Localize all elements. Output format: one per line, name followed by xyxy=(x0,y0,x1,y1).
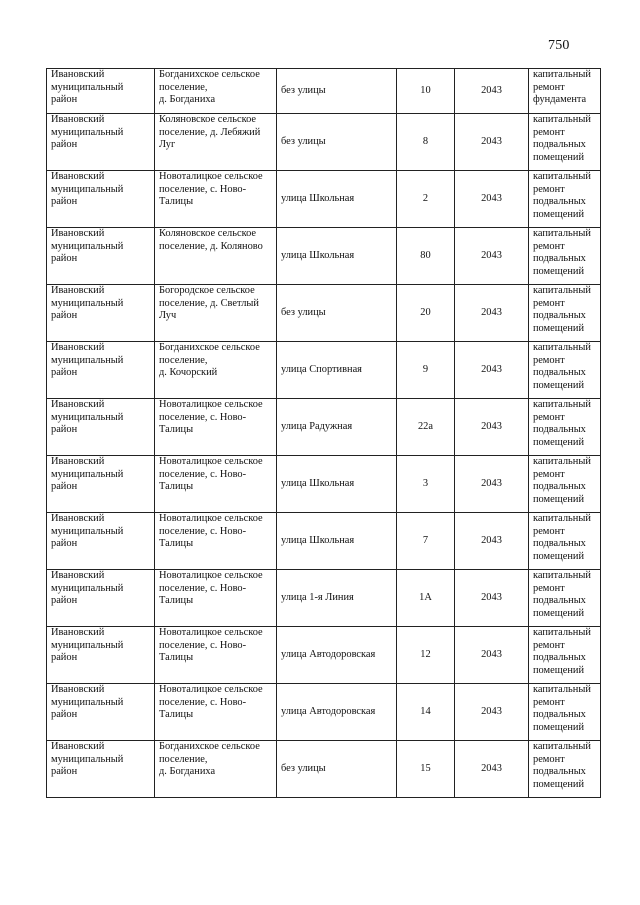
work-type-cell-text: капитальный ремонт подвальных помещений xyxy=(533,456,591,505)
house-number-cell xyxy=(397,684,455,741)
district-cell xyxy=(47,456,155,513)
district-cell-text: Ивановский муниципальный район xyxy=(51,684,124,721)
house-number-cell-text: 80 xyxy=(420,249,431,261)
table-row xyxy=(47,69,601,114)
settlement-cell xyxy=(155,285,277,342)
settlement-cell-text: Новоталицкое сельское поселение, с. Ново- Талицы xyxy=(159,627,263,664)
settlement-cell xyxy=(155,456,277,513)
repair-year-cell xyxy=(455,684,529,741)
street-cell-text: без улицы xyxy=(281,306,326,318)
settlement-cell-text: Богданихское сельское поселение, д. Кочорский xyxy=(159,342,260,379)
street-cell-text: без улицы xyxy=(281,762,326,774)
settlement-cell-text: Новоталицкое сельское поселение, с. Ново- Талицы xyxy=(159,171,263,208)
street-cell xyxy=(277,570,397,627)
district-cell-text: Ивановский муниципальный район xyxy=(51,570,124,607)
repair-year-cell xyxy=(455,741,529,798)
house-number-cell xyxy=(397,399,455,456)
district-cell xyxy=(47,285,155,342)
settlement-cell xyxy=(155,342,277,399)
house-number-cell xyxy=(397,741,455,798)
repair-year-cell-text: 2043 xyxy=(481,363,502,375)
work-type-cell-text: капитальный ремонт фундамента xyxy=(533,69,591,106)
street-cell-text: улица Школьная xyxy=(281,477,355,489)
work-type-cell-text: капитальный ремонт подвальных помещений xyxy=(533,684,591,733)
house-number-cell xyxy=(397,627,455,684)
work-type-cell-text: капитальный ремонт подвальных помещений xyxy=(533,570,591,619)
repair-year-cell xyxy=(455,285,529,342)
settlement-cell xyxy=(155,627,277,684)
district-cell xyxy=(47,513,155,570)
house-number-cell-text: 22а xyxy=(417,420,433,432)
house-number-cell-text: 8 xyxy=(422,135,429,147)
district-cell-text: Ивановский муниципальный район xyxy=(51,342,124,379)
district-cell-text: Ивановский муниципальный район xyxy=(51,171,124,208)
district-cell xyxy=(47,684,155,741)
street-cell-text: без улицы xyxy=(281,84,326,96)
street-cell xyxy=(277,627,397,684)
repair-year-cell xyxy=(455,69,529,114)
work-type-cell-text: капитальный ремонт подвальных помещений xyxy=(533,114,591,163)
work-type-cell-text: капитальный ремонт подвальных помещений xyxy=(533,228,591,277)
street-cell xyxy=(277,342,397,399)
house-number-cell xyxy=(397,285,455,342)
street-cell-text: улица Школьная xyxy=(281,192,355,204)
repair-year-cell xyxy=(455,513,529,570)
work-type-cell xyxy=(529,570,601,627)
settlement-cell xyxy=(155,228,277,285)
settlement-cell xyxy=(155,741,277,798)
street-cell xyxy=(277,69,397,114)
work-type-cell xyxy=(529,342,601,399)
street-cell xyxy=(277,513,397,570)
table-row xyxy=(47,285,601,342)
house-number-cell-text: 3 xyxy=(422,477,429,489)
work-type-cell xyxy=(529,69,601,114)
repair-year-cell xyxy=(455,342,529,399)
district-cell-text: Ивановский муниципальный район xyxy=(51,456,124,493)
district-cell-text: Ивановский муниципальный район xyxy=(51,228,124,265)
house-number-cell-text: 15 xyxy=(420,762,431,774)
repair-year-cell xyxy=(455,114,529,171)
street-cell xyxy=(277,285,397,342)
work-type-cell xyxy=(529,741,601,798)
work-type-cell-text: капитальный ремонт подвальных помещений xyxy=(533,399,591,448)
settlement-cell xyxy=(155,171,277,228)
house-number-cell-text: 14 xyxy=(420,705,431,717)
district-cell xyxy=(47,342,155,399)
repair-year-cell xyxy=(455,399,529,456)
settlement-cell-text: Богородское сельское поселение, д. Светлый Луч xyxy=(159,285,259,322)
street-cell-text: улица Автодоровская xyxy=(281,648,376,660)
table-row xyxy=(47,114,601,171)
street-cell xyxy=(277,114,397,171)
work-type-cell xyxy=(529,399,601,456)
district-cell xyxy=(47,171,155,228)
district-cell xyxy=(47,741,155,798)
settlement-cell xyxy=(155,114,277,171)
district-cell xyxy=(47,627,155,684)
work-type-cell-text: капитальный ремонт подвальных помещений xyxy=(533,285,591,334)
table-row xyxy=(47,456,601,513)
work-type-cell xyxy=(529,627,601,684)
table-row xyxy=(47,228,601,285)
settlement-cell xyxy=(155,684,277,741)
repair-year-cell-text: 2043 xyxy=(481,306,502,318)
page-number: 750 xyxy=(548,38,570,53)
repair-year-cell-text: 2043 xyxy=(481,648,502,660)
table-row xyxy=(47,570,601,627)
repair-year-cell-text: 2043 xyxy=(481,249,502,261)
house-number-cell-text: 12 xyxy=(420,648,431,660)
repair-year-cell xyxy=(455,171,529,228)
work-type-cell xyxy=(529,513,601,570)
work-type-cell-text: капитальный ремонт подвальных помещений xyxy=(533,627,591,676)
table-row xyxy=(47,171,601,228)
street-cell-text: улица Автодоровская xyxy=(281,705,376,717)
repair-year-cell-text: 2043 xyxy=(481,420,502,432)
repair-year-cell-text: 2043 xyxy=(481,192,502,204)
house-number-cell xyxy=(397,228,455,285)
house-number-cell-text: 9 xyxy=(422,363,429,375)
work-type-cell xyxy=(529,684,601,741)
house-number-cell xyxy=(397,114,455,171)
work-type-cell-text: капитальный ремонт подвальных помещений xyxy=(533,513,591,562)
work-type-cell xyxy=(529,171,601,228)
settlement-cell-text: Коляновское сельское поселение, д. Коляново xyxy=(159,228,263,252)
repair-year-cell-text: 2043 xyxy=(481,135,502,147)
settlement-cell-text: Новоталицкое сельское поселение, с. Ново- Талицы xyxy=(159,684,263,721)
district-cell-text: Ивановский муниципальный район xyxy=(51,69,124,106)
settlement-cell-text: Новоталицкое сельское поселение, с. Ново- Талицы xyxy=(159,456,263,493)
street-cell-text: без улицы xyxy=(281,135,326,147)
district-cell xyxy=(47,399,155,456)
house-number-cell xyxy=(397,69,455,114)
street-cell xyxy=(277,456,397,513)
repair-year-cell xyxy=(455,627,529,684)
repair-year-cell-text: 2043 xyxy=(481,705,502,717)
work-type-cell xyxy=(529,456,601,513)
table-row xyxy=(47,342,601,399)
work-type-cell-text: капитальный ремонт подвальных помещений xyxy=(533,171,591,220)
house-number-cell xyxy=(397,570,455,627)
settlement-cell xyxy=(155,570,277,627)
settlement-cell-text: Богданихское сельское поселение, д. Богданиха xyxy=(159,69,260,106)
house-number-cell-text: 2 xyxy=(422,192,429,204)
table-body xyxy=(47,69,601,798)
district-cell-text: Ивановский муниципальный район xyxy=(51,513,124,550)
repair-year-cell xyxy=(455,456,529,513)
district-cell xyxy=(47,69,155,114)
settlement-cell xyxy=(155,69,277,114)
settlement-cell-text: Коляновское сельское поселение, д. Лебяжий Луг xyxy=(159,114,261,151)
house-number-cell xyxy=(397,513,455,570)
house-number-cell xyxy=(397,456,455,513)
table-row xyxy=(47,684,601,741)
repair-year-cell-text: 2043 xyxy=(481,591,502,603)
street-cell-text: улица Радужная xyxy=(281,420,353,432)
repair-year-cell-text: 2043 xyxy=(481,84,502,96)
settlement-cell xyxy=(155,513,277,570)
street-cell xyxy=(277,228,397,285)
repair-year-cell-text: 2043 xyxy=(481,534,502,546)
work-type-cell xyxy=(529,285,601,342)
work-type-cell-text: капитальный ремонт подвальных помещений xyxy=(533,741,591,790)
district-cell-text: Ивановский муниципальный район xyxy=(51,741,124,778)
settlement-cell-text: Новоталицкое сельское поселение, с. Ново- Талицы xyxy=(159,513,263,550)
street-cell-text: улица Школьная xyxy=(281,534,355,546)
district-cell xyxy=(47,228,155,285)
settlement-cell-text: Новоталицкое сельское поселение, с. Ново- Талицы xyxy=(159,399,263,436)
district-cell-text: Ивановский муниципальный район xyxy=(51,627,124,664)
district-cell-text: Ивановский муниципальный район xyxy=(51,285,124,322)
table-row xyxy=(47,513,601,570)
district-cell-text: Ивановский муниципальный район xyxy=(51,399,124,436)
repair-year-cell-text: 2043 xyxy=(481,762,502,774)
street-cell xyxy=(277,741,397,798)
street-cell xyxy=(277,399,397,456)
house-number-cell xyxy=(397,342,455,399)
settlement-cell-text: Богданихское сельское поселение, д. Богданиха xyxy=(159,741,260,778)
street-cell-text: улица 1-я Линия xyxy=(281,591,354,603)
street-cell xyxy=(277,684,397,741)
settlement-cell-text: Новоталицкое сельское поселение, с. Ново- Талицы xyxy=(159,570,263,607)
house-number-cell-text: 10 xyxy=(420,84,431,96)
house-number-cell-text: 20 xyxy=(420,306,431,318)
street-cell xyxy=(277,171,397,228)
settlement-cell xyxy=(155,399,277,456)
district-cell xyxy=(47,114,155,171)
repair-year-cell-text: 2043 xyxy=(481,477,502,489)
house-number-cell-text: 7 xyxy=(422,534,429,546)
street-cell-text: улица Школьная xyxy=(281,249,355,261)
street-cell-text: улица Спортивная xyxy=(281,363,362,375)
repair-schedule-table xyxy=(46,68,601,798)
repair-year-cell xyxy=(455,570,529,627)
work-type-cell xyxy=(529,114,601,171)
work-type-cell-text: капитальный ремонт подвальных помещений xyxy=(533,342,591,391)
district-cell xyxy=(47,570,155,627)
house-number-cell-text: 1А xyxy=(419,591,432,603)
district-cell-text: Ивановский муниципальный район xyxy=(51,114,124,151)
work-type-cell xyxy=(529,228,601,285)
table-row xyxy=(47,741,601,798)
repair-year-cell xyxy=(455,228,529,285)
table-row xyxy=(47,399,601,456)
table-row xyxy=(47,627,601,684)
house-number-cell xyxy=(397,171,455,228)
